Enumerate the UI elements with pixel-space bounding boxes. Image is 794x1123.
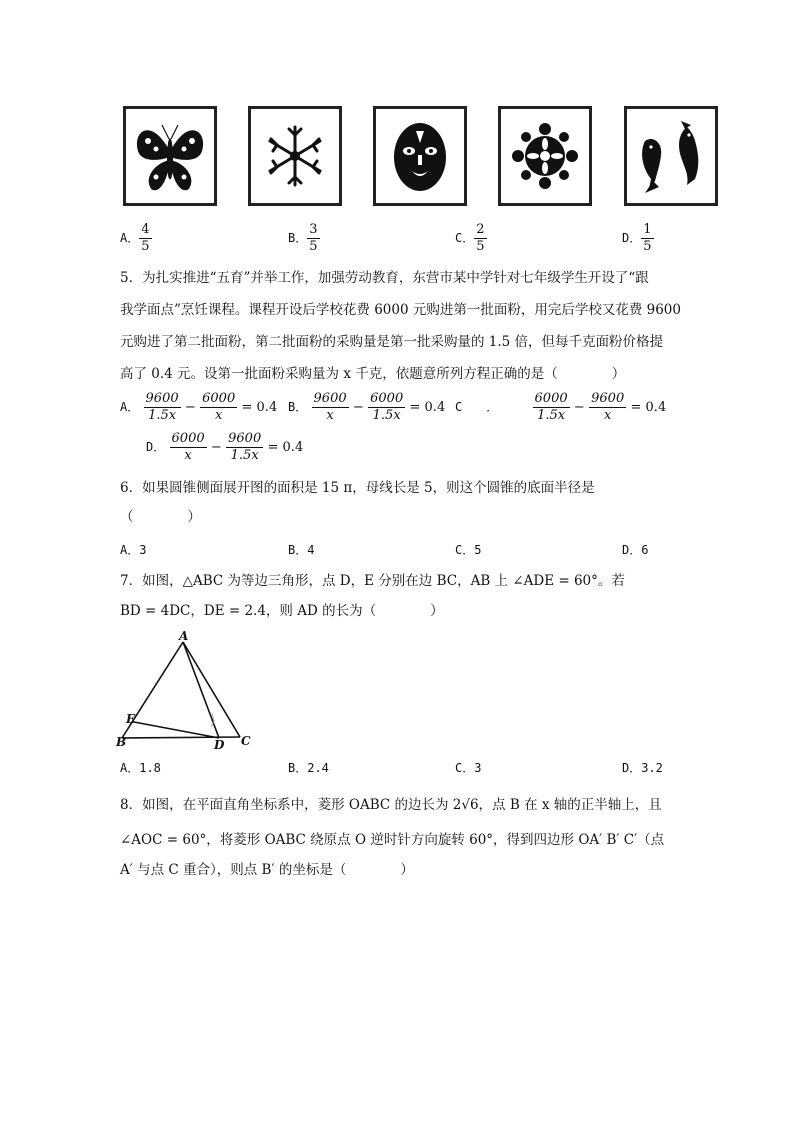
fraction xyxy=(368,391,405,424)
q8-line-3: A′ 与点 C 重合），则点 B′ 的坐标是（ ） xyxy=(120,862,414,878)
denominator: x xyxy=(215,408,223,423)
numerator: 2 xyxy=(476,222,485,237)
vertex-label-e: E xyxy=(126,712,136,726)
fraction xyxy=(589,391,626,424)
denominator: 1.5x xyxy=(230,448,259,463)
minus-sign: − xyxy=(184,399,196,415)
fraction xyxy=(200,391,237,424)
denominator: 1.5x xyxy=(537,408,566,423)
fraction xyxy=(474,222,486,255)
q4-option-b xyxy=(288,222,320,255)
opera-mask-icon xyxy=(376,109,464,203)
fraction xyxy=(144,391,181,424)
numerator: 1 xyxy=(643,222,652,237)
option-label: A． xyxy=(120,231,140,245)
vertex-label-b: B xyxy=(116,735,127,749)
numerator: 6000 xyxy=(171,431,205,446)
fraction xyxy=(170,431,207,464)
option-label: C ． xyxy=(455,400,499,414)
q5-line-2: 我学面点”烹饪课程。课程开设后学校花费 6000 元购进第一批面粉，用完后学校又花费 9600 xyxy=(120,302,681,318)
q6-option-c: C．5 xyxy=(455,543,482,557)
minus-sign: − xyxy=(352,399,364,415)
flower-pattern-icon xyxy=(501,109,589,203)
option-label: D． xyxy=(146,440,166,454)
numerator: 9600 xyxy=(313,391,347,406)
option-label: B． xyxy=(288,231,308,245)
numerator: 6000 xyxy=(370,391,404,406)
fraction xyxy=(139,222,151,255)
denominator: 5 xyxy=(309,239,318,254)
triangle-figure xyxy=(112,628,262,752)
denominator: 1.5x xyxy=(148,408,177,423)
denominator: x xyxy=(604,408,612,423)
equation-rhs: = 0.4 xyxy=(409,399,446,415)
equation-rhs: = 0.4 xyxy=(630,399,667,415)
q6-option-a: A．3 xyxy=(120,543,147,557)
q8-line-2: ∠AOC = 60°，将菱形 OABC 绕原点 O 逆时针方向旋转 60°，得到四边形 OA′ B′ C′（点 xyxy=(120,832,665,848)
q7-line-2: BD = 4DC，DE = 2.4，则 AD 的长为（ ） xyxy=(120,603,444,619)
denominator: 1.5x xyxy=(372,408,401,423)
denominator: 5 xyxy=(643,239,652,254)
denominator: x xyxy=(184,448,192,463)
fraction xyxy=(307,222,319,255)
q6-option-b: B．4 xyxy=(288,543,315,557)
segment-ad xyxy=(183,642,219,738)
numerator: 6000 xyxy=(534,391,568,406)
denominator: 5 xyxy=(476,239,485,254)
equation-rhs: = 0.4 xyxy=(267,439,304,455)
q5-option-b xyxy=(288,391,445,424)
image-frame-flower-pattern xyxy=(498,106,592,206)
option-label: A． xyxy=(120,400,140,414)
q5-line-4: 高了 0.4 元。设第一批面粉采购量为 x 千克，依题意所列方程正确的是（ ） xyxy=(120,366,626,382)
minus-sign: − xyxy=(210,439,222,455)
butterfly-icon xyxy=(126,109,214,203)
image-frame-fish xyxy=(624,106,718,206)
option-label: D． xyxy=(622,231,642,245)
fraction xyxy=(312,391,349,424)
q8-line-1: 8．如图，在平面直角坐标系中，菱形 OABC 的边长为 2√6，点 B 在 x 轴的正半轴上，且 xyxy=(120,797,662,813)
q7-option-c: C．3 xyxy=(455,761,482,775)
numerator: 4 xyxy=(141,222,150,237)
vertex-label-d: D xyxy=(214,738,225,752)
fish-icon xyxy=(627,109,715,203)
vertex-label-c: C xyxy=(241,734,251,748)
denominator: 5 xyxy=(141,239,150,254)
q5-line-1: 5．为扎实推进“五育”并举工作，加强劳动教育，东营市某中学针对七年级学生开设了“跟 xyxy=(120,270,649,286)
q5-option-d xyxy=(146,431,303,464)
option-label: B． xyxy=(288,400,308,414)
segment-de xyxy=(134,722,219,738)
side-ac xyxy=(183,642,240,737)
q4-option-a xyxy=(120,222,152,255)
equation-rhs: = 0.4 xyxy=(241,399,278,415)
numerator: 9600 xyxy=(591,391,625,406)
numerator: 9600 xyxy=(145,391,179,406)
denominator: x xyxy=(326,408,334,423)
q7-line-1: 7．如图，△ABC 为等边三角形，点 D，E 分别在边 BC，AB 上 ∠ADE = 60°。若 xyxy=(120,573,625,589)
image-frame-butterfly xyxy=(123,106,217,206)
minus-sign: − xyxy=(573,399,585,415)
option-label: C． xyxy=(455,231,475,245)
fraction xyxy=(641,222,653,255)
q6-option-d: D．6 xyxy=(622,543,649,557)
numerator: 9600 xyxy=(228,431,262,446)
q4-option-c xyxy=(455,222,487,255)
fraction xyxy=(226,431,263,464)
numerator: 6000 xyxy=(202,391,236,406)
q5-line-3: 元购进了第二批面粉，第二批面粉的采购量是第一批采购量的 1.5 倍，但每千克面粉价格提 xyxy=(120,334,664,350)
snowflake-icon xyxy=(251,109,339,203)
q7-option-d: D．3.2 xyxy=(622,761,663,775)
q5-option-a xyxy=(120,391,277,424)
image-frame-snowflake xyxy=(248,106,342,206)
vertex-label-a: A xyxy=(179,629,189,643)
q6-line-1: 6．如果圆锥侧面展开图的面积是 15 π，母线长是 5，则这个圆锥的底面半径是 xyxy=(120,480,595,496)
q5-option-c xyxy=(455,391,666,424)
q7-option-a: A．1.8 xyxy=(120,761,161,775)
fraction xyxy=(533,391,570,424)
q4-option-d xyxy=(622,222,654,255)
q6-line-2: （ ） xyxy=(120,509,201,525)
image-frame-opera-mask xyxy=(373,106,467,206)
numerator: 3 xyxy=(309,222,318,237)
q7-option-b: B．2.4 xyxy=(288,761,329,775)
